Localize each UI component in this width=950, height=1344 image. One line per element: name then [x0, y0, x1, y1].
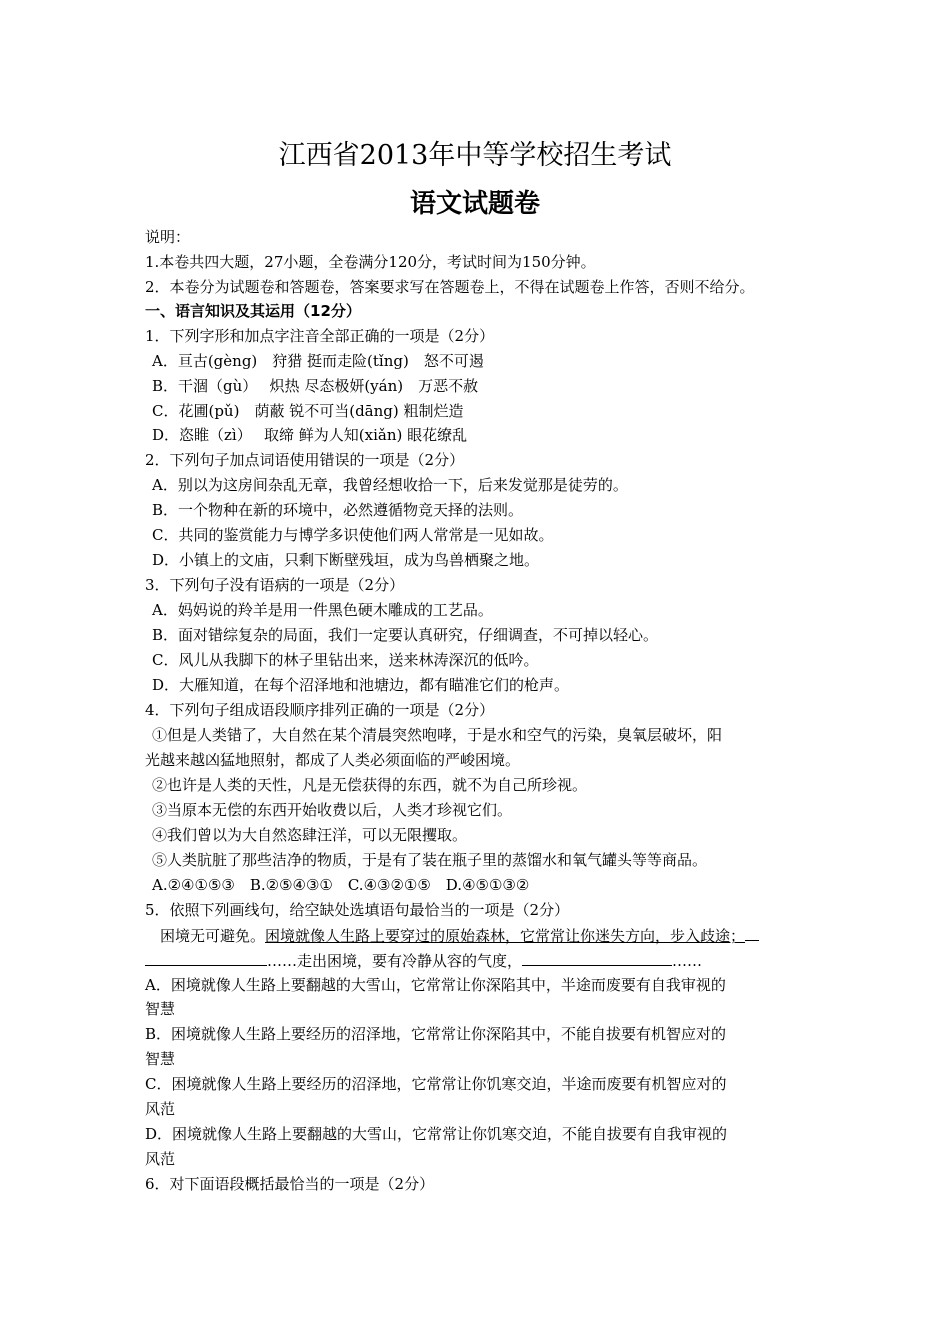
- section-heading: 一、语言知识及其运用（12分）: [145, 302, 361, 320]
- q4-sentence-3: ③当原本无偿的东西开始收费以后，人类才珍视它们。: [152, 801, 513, 819]
- q5-tail: ……: [672, 952, 703, 970]
- q5-lead: 困境无可避免。: [160, 927, 266, 945]
- q5-option-a-cont: 智慧: [145, 1000, 176, 1018]
- q5-option-a: A．困境就像人生路上要翻越的大雪山，它常常让你深陷其中，半途而废要有自我审视的: [145, 976, 726, 994]
- q3-option-d: D．大雁知道，在每个沼泽地和池塘边，都有瞄准它们的枪声。: [152, 676, 570, 694]
- q2-stem: 2．下列句子加点词语使用错误的一项是（2分）: [145, 451, 465, 469]
- q5-mid: ……走出困境，要有冷静从容的气度，: [267, 952, 523, 970]
- q4-sentence-4: ④我们曾以为大自然恣肆汪洋，可以无限攫取。: [152, 826, 468, 844]
- q4-sentence-5: ⑤人类肮脏了那些洁净的物质，于是有了装在瓶子里的蒸馏水和氧气罐头等等商品。: [152, 851, 708, 869]
- q1-stem: 1．下列字形和加点字注音全部正确的一项是（2分）: [145, 327, 495, 345]
- q5-underlined-sentence: 困境就像人生路上要穿过的原始森林，它常常让你迷失方向，步入歧途；: [265, 927, 746, 945]
- q3-option-c: C．风儿从我脚下的林子里钻出来，送来林涛深沉的低吟。: [152, 651, 539, 669]
- q1-option-c: C．花圃(pǔ) 荫蔽 锐不可当(dāng) 粗制烂造: [152, 402, 464, 420]
- q2-option-a: A．别以为这房间杂乱无章，我曾经想收拾一下，后来发觉那是徒劳的。: [152, 476, 628, 494]
- q4-options: A.②④①⑤③ B.②⑤④③① C.④③②①⑤ D.④⑤①③②: [152, 876, 530, 894]
- q5-option-c: C．困境就像人生路上要经历的沼泽地，它常常让你饥寒交迫，半途而废要有机智应对的: [145, 1075, 727, 1093]
- q2-option-b: B．一个物种在新的环境中，必然遵循物竞天择的法则。: [152, 501, 524, 519]
- q5-blank-2[interactable]: [522, 950, 672, 966]
- q5-option-c-cont: 风范: [145, 1100, 176, 1118]
- exam-subtitle: 语文试题卷: [409, 189, 540, 219]
- note-1: 1.本卷共四大题，27小题，全卷满分120分，考试时间为150分钟。: [145, 253, 596, 271]
- exam-title: 江西省2013年中等学校招生考试: [278, 140, 672, 171]
- q4-sentence-2: ②也许是人类的天性，凡是无偿获得的东西，就不为自己所珍视。: [152, 776, 588, 794]
- notes-heading: 说明：: [145, 228, 191, 246]
- q1-option-a: A．亘古(gèng) 狩猎 挺而走险(tǐng) 怒不可遏: [152, 352, 484, 370]
- q3-option-a: A．妈妈说的羚羊是用一件黑色硬木雕成的工艺品。: [152, 601, 493, 619]
- q4-sentence-1-cont: 光越来越凶猛地照射，都成了人类必须面临的严峻困境。: [145, 751, 521, 769]
- q4-sentence-1: ①但是人类错了，大自然在某个清晨突然咆哮，于是水和空气的污染，臭氧层破坏，阳: [152, 726, 723, 744]
- q5-option-d: D．困境就像人生路上要翻越的大雪山，它常常让你饥寒交迫，不能自拔要有自我审视的: [145, 1125, 728, 1143]
- q5-passage-line-2: [145, 950, 702, 971]
- q3-stem: 3．下列句子没有语病的一项是（2分）: [145, 576, 405, 594]
- q1-option-d: D．恣睢（zì） 取缔 鲜为人知(xiǎn) 眼花缭乱: [152, 426, 468, 444]
- q4-stem: 4．下列句子组成语段顺序排列正确的一项是（2分）: [145, 701, 495, 719]
- q2-option-c: C．共同的鉴赏能力与博学多识使他们两人常常是一见如故。: [152, 526, 554, 544]
- q5-option-d-cont: 风范: [145, 1150, 176, 1168]
- q5-passage-line-1: [160, 925, 759, 946]
- q5-option-b: B．困境就像人生路上要经历的沼泽地，它常常让你深陷其中，不能自拔要有机智应对的: [145, 1025, 727, 1043]
- q5-underline-tail: [745, 925, 759, 941]
- q1-option-b: B．干涸（gù） 炽热 尽态极妍(yán) 万恶不赦: [152, 377, 479, 395]
- q3-option-b: B．面对错综复杂的局面，我们一定要认真研究，仔细调查，不可掉以轻心。: [152, 626, 659, 644]
- q2-option-d: D．小镇上的文庙，只剩下断壁残垣，成为鸟兽栖聚之地。: [152, 551, 540, 569]
- q5-option-b-cont: 智慧: [145, 1050, 176, 1068]
- q5-stem: 5．依照下列画线句，给空缺处选填语句最恰当的一项是（2分）: [145, 901, 570, 919]
- q6-stem: 6．对下面语段概括最恰当的一项是（2分）: [145, 1175, 435, 1193]
- q5-blank-1[interactable]: [145, 950, 267, 966]
- note-2: 2．本卷分为试题卷和答题卷，答案要求写在答题卷上，不得在试题卷上作答，否则不给分。: [145, 278, 755, 296]
